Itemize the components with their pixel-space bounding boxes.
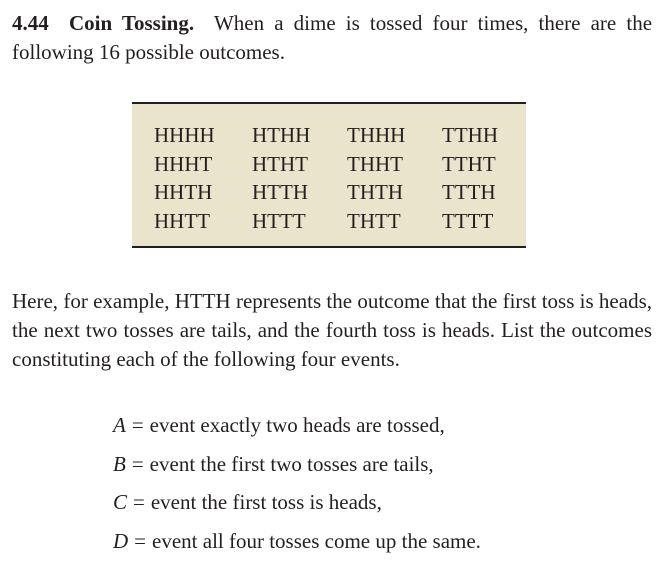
- equals-sign: =: [134, 528, 147, 553]
- outcome-cell: THHT: [347, 151, 403, 176]
- outcomes-grid: [154, 121, 522, 235]
- outcome-cell: THTT: [347, 208, 401, 233]
- exercise-number: 4.44: [12, 11, 49, 35]
- equals-sign: =: [131, 451, 144, 476]
- exercise-title: Coin Tossing.: [69, 11, 195, 35]
- event-variable: C: [113, 490, 128, 514]
- event-description: event the first two tosses are tails,: [149, 451, 434, 476]
- outcome-cell: HHTT: [154, 208, 210, 233]
- outcome-cell: HHTH: [154, 180, 213, 204]
- outcome-cell: HHHH: [154, 123, 215, 147]
- event-variable: A: [113, 413, 126, 437]
- equals-sign: =: [131, 413, 144, 437]
- exercise-intro: [12, 9, 652, 67]
- event-variable: B: [113, 451, 126, 476]
- equals-sign: =: [133, 490, 145, 514]
- event-item: [113, 411, 481, 450]
- outcome-cell: HTTT: [252, 208, 306, 233]
- exercise-intro-text: When a dime is tossed four times, there are the following 16 possible outcomes.: [12, 11, 653, 64]
- outcome-cell: HTHT: [252, 151, 308, 176]
- outcome-cell: HHHT: [154, 151, 213, 176]
- event-variable: D: [113, 528, 129, 553]
- event-description: event exactly two heads are tossed,: [149, 413, 445, 437]
- outcome-cell: THHH: [347, 123, 406, 147]
- event-item: [113, 488, 481, 527]
- outcome-cell: TTTH: [442, 180, 496, 204]
- event-description: event the first toss is heads,: [150, 490, 382, 514]
- outcome-cell: HTTH: [252, 180, 308, 204]
- event-list: [113, 411, 481, 565]
- outcome-cell: TTHH: [442, 123, 498, 147]
- outcome-cell: TTHT: [442, 151, 496, 176]
- outcome-cell: TTTT: [442, 208, 494, 233]
- outcome-cell: THTH: [347, 180, 403, 204]
- event-item: [113, 450, 481, 489]
- outcome-cell: HTHH: [252, 123, 311, 147]
- event-description: event all four tosses come up the same.: [152, 528, 481, 553]
- explanation-paragraph: Here, for example, HTTH represents the outcome that the first toss is heads, the next two tosses are tails, and the fourth toss is heads. List the outcomes constituting each of the following four events.: [12, 289, 652, 371]
- outcomes-table: [132, 102, 526, 248]
- event-item: [113, 527, 481, 566]
